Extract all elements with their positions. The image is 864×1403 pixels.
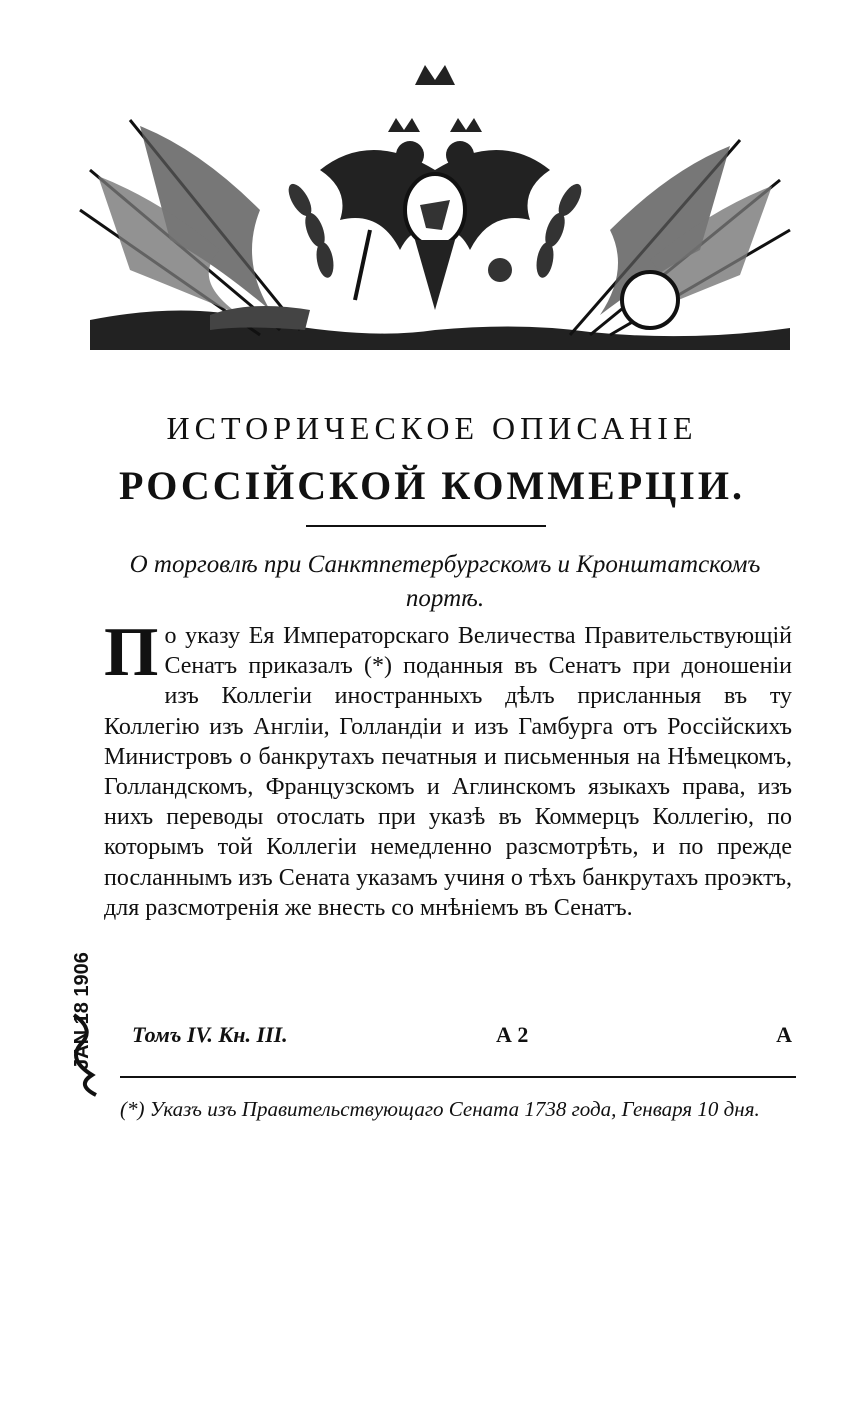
body-text: о указу Ея Императорскаго Величества Правительствующій Сенатъ приказалъ (*) поданныя въ Сенатъ при доношеніи изъ Коллегіи иностранныхъ дѣлъ присланныя въ ту Коллегію изъ Англіи, Голландіи и изъ Гамбурга отъ Россійскихъ Министровъ о банкрутахъ печатныя и письменныя на Нѣмецкомъ, Голландскомъ, Французскомъ и Аглинскомъ языкахъ права, изъ нихъ переводы отослать при указѣ въ Коммерцъ Коллегію, по которымъ той Коллегіи немедленно разсмотрѣть, и по прежде посланнымъ изъ Сената указамъ учиня о тѣхъ банкрутахъ проэктъ, для разсмотренія же внесть со мнѣніемъ въ Сенатъ.: [104, 623, 792, 921]
volume-label: Томъ IV. Кн. III.: [132, 1022, 288, 1047]
footnote: (*) Указъ изъ Правительствующаго Сената 1738 года, Генваря 10 дня.: [120, 1097, 760, 1121]
title-divider: [306, 525, 546, 527]
signature-mark: А 2: [496, 1022, 529, 1047]
drop-cap: П: [104, 614, 159, 691]
footnote-divider: [120, 1076, 796, 1078]
title-line-2: РОССІЙСКОЙ КОММЕРЦІИ.: [119, 463, 745, 508]
imperial-eagle-trophy-icon: [70, 60, 800, 360]
title-line-1: ИСТОРИЧЕСКОЕ ОПИСАНІЕ: [166, 410, 698, 446]
body-paragraph: [104, 614, 792, 923]
section-subtitle: О торговлѣ при Санктпетербургскомъ и Кронштатскомъ портѣ.: [129, 551, 761, 612]
svg-text:JAN 18 1906: JAN 18 1906: [71, 952, 93, 1070]
catchword: А: [776, 1022, 792, 1047]
library-stamp-icon: [66, 840, 106, 1100]
